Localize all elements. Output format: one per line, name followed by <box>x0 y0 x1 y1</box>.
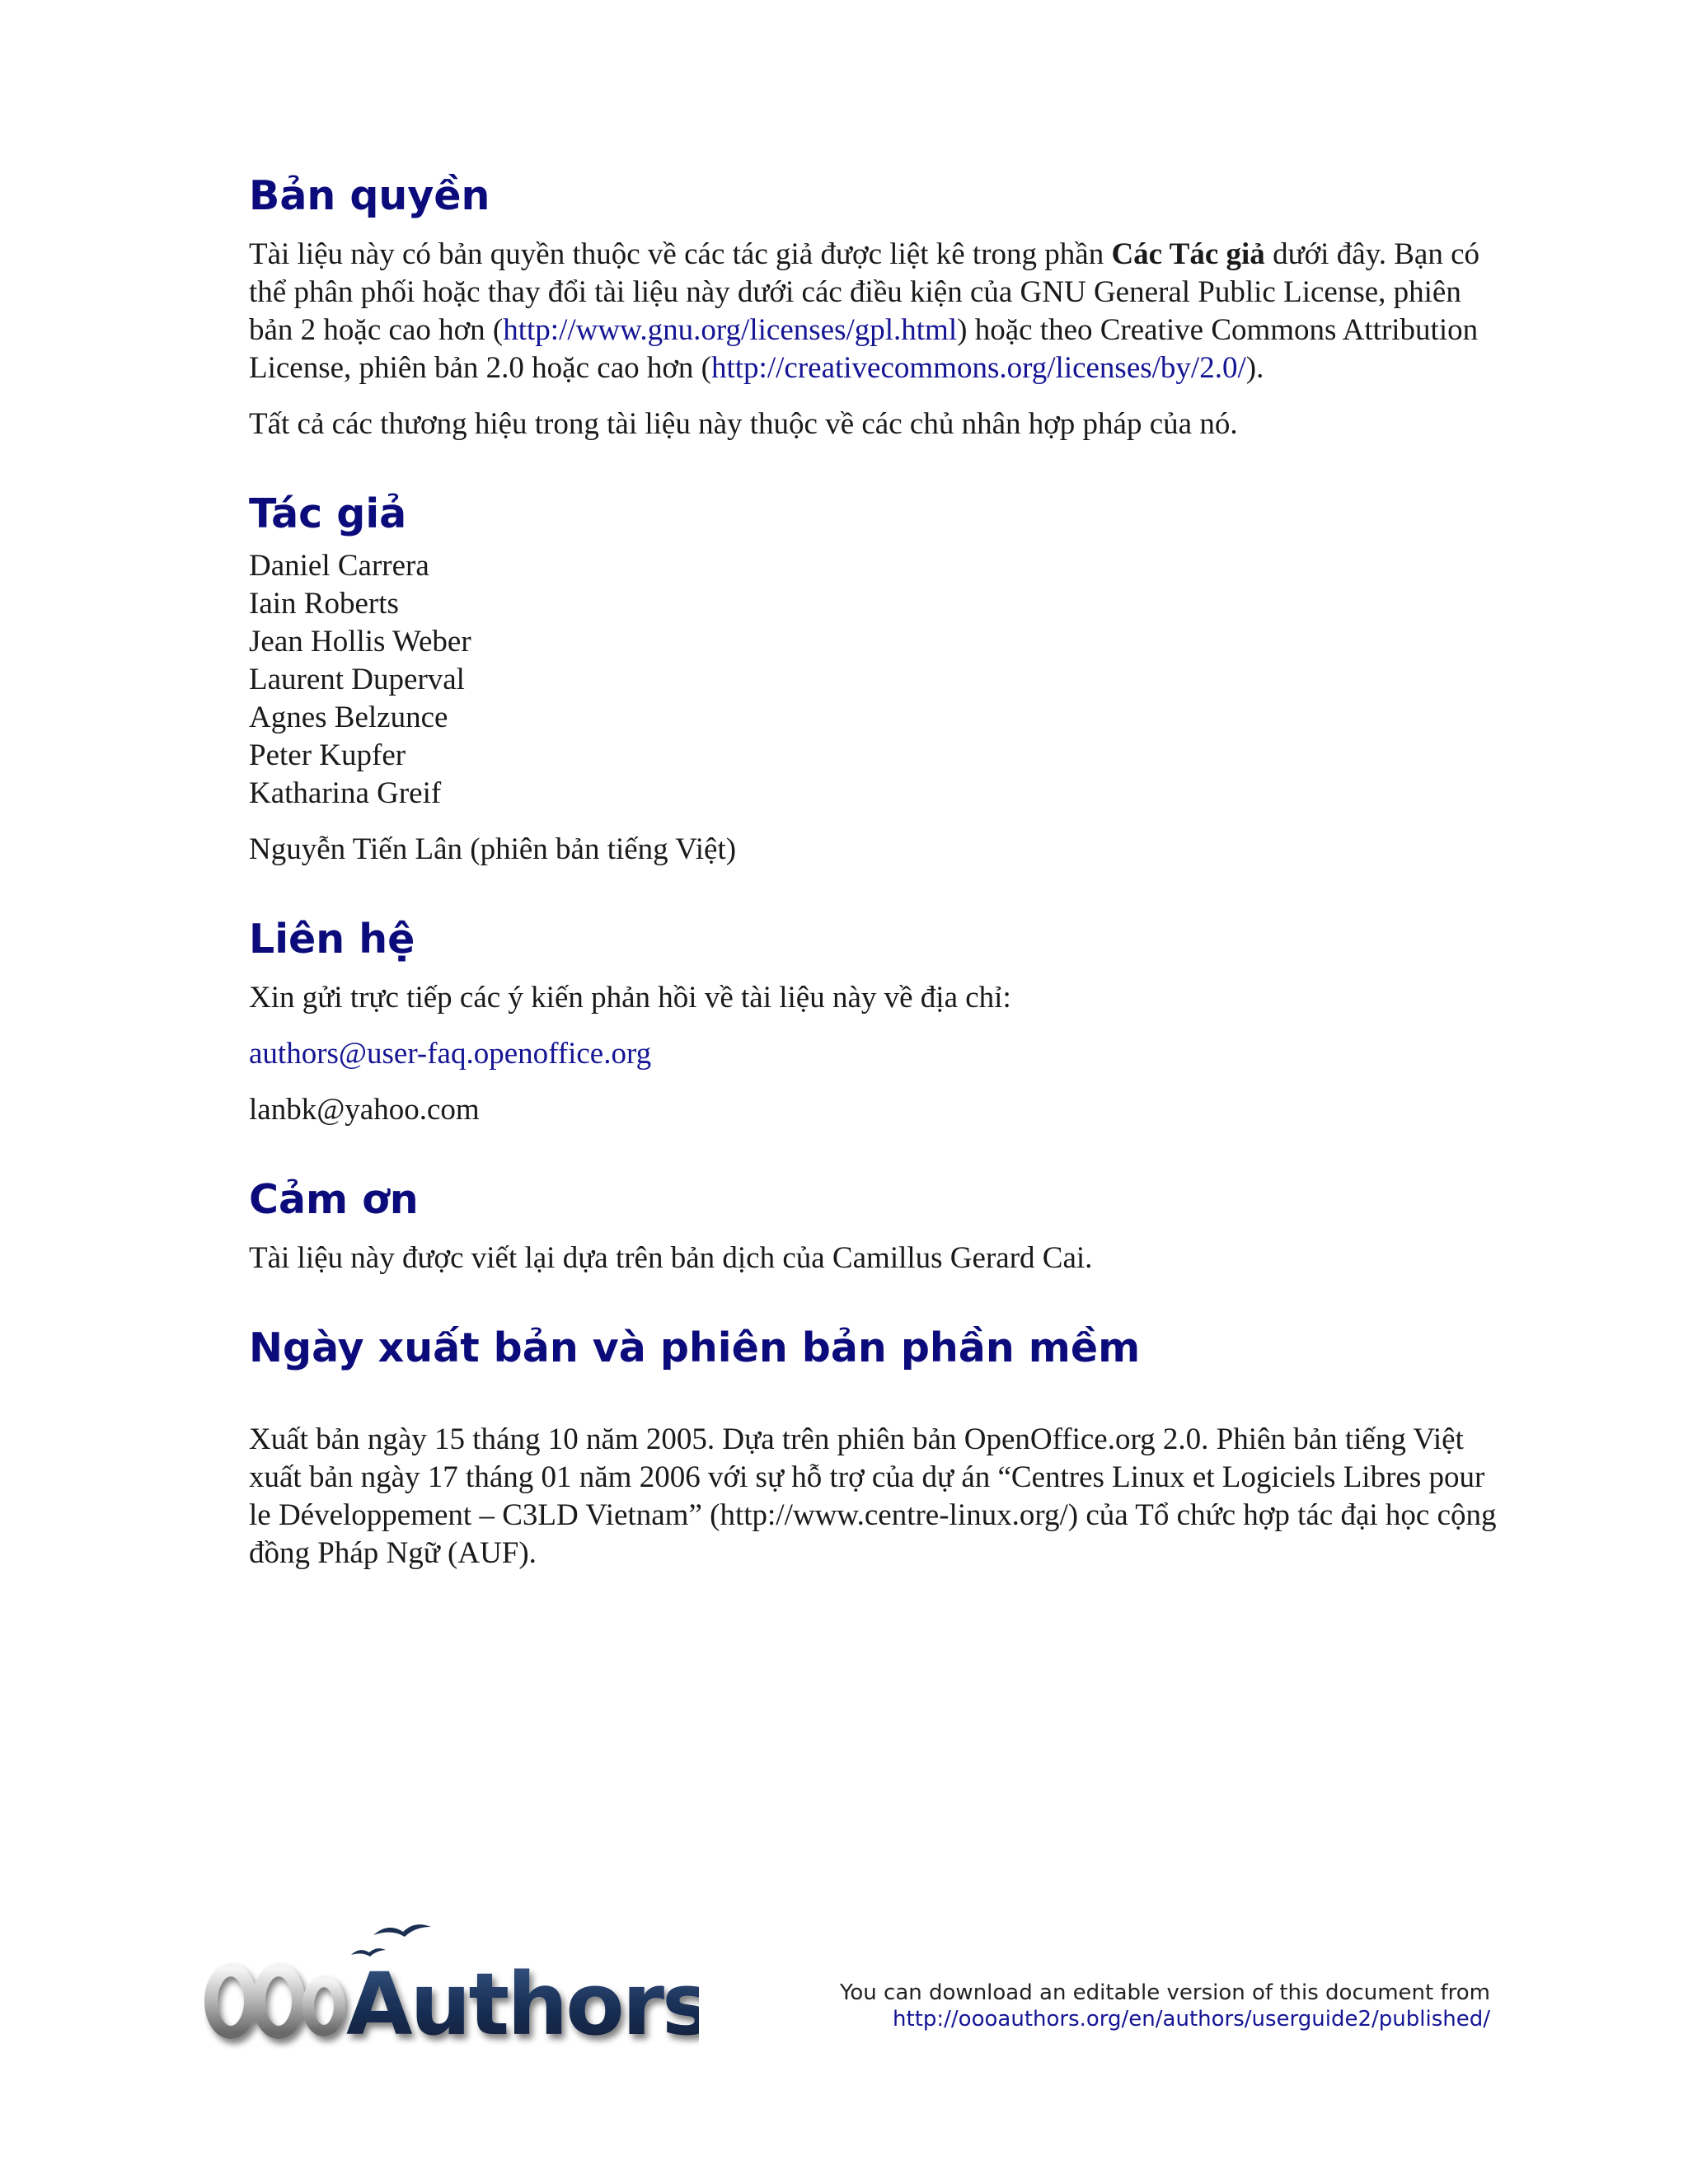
oooauthors-logo <box>204 1912 699 2052</box>
footer-url-link[interactable]: http://oooauthors.org/en/authors/userguide2/published/ <box>893 2007 1490 2032</box>
author-name: Peter Kupfer <box>249 738 406 772</box>
footer-line: You can download an editable version of this document from <box>839 1980 1490 2005</box>
author-name: Daniel Carrera <box>249 549 429 583</box>
authors-reference: Các Tác giả <box>1111 237 1265 271</box>
logo-wordmark: Authors <box>346 1954 699 2052</box>
publication-section <box>249 1322 1502 1572</box>
contact-intro: Xin gửi trực tiếp các ý kiến phản hồi về tài liệu này về địa chỉ: <box>249 981 1011 1015</box>
authors-section <box>249 488 1502 869</box>
author-name: Laurent Duperval <box>249 663 465 696</box>
copyright-text-c: ) hoặc theo Creative Commons Attribution License, phiên bản 2.0 hoặc cao hơn ( <box>249 313 1479 385</box>
copyright-heading: Bản quyền <box>249 172 490 219</box>
copyright-text-d: ). <box>1245 351 1264 385</box>
author-name: Katharina Greif <box>249 776 442 810</box>
thanks-text: Tài liệu này được viết lại dựa trên bản dịch của Camillus Gerard Cai. <box>249 1241 1093 1275</box>
publication-heading: Ngày xuất bản và phiên bản phần mềm <box>249 1324 1141 1371</box>
footer-download-note <box>840 1980 1490 2032</box>
thanks-heading: Cảm ơn <box>249 1176 419 1223</box>
copyright-paragraph <box>249 236 1502 387</box>
oooauthors-logo-image <box>204 1912 699 2052</box>
authors-heading: Tác giả <box>249 490 407 537</box>
gpl-link[interactable]: http://www.gnu.org/licenses/gpl.html <box>503 313 958 347</box>
copyright-text-b: dưới đây. Bạn có thể phân phối hoặc thay đổi tài liệu này dưới các điều kiện của GNU General Public License, phiên bản 2 hoặc cao hơn ( <box>249 237 1480 347</box>
authors-list <box>249 547 1502 813</box>
bird-icon <box>373 1924 431 1937</box>
trademark-paragraph: Tất cả các thương hiệu trong tài liệu này thuộc về các chủ nhân hợp pháp của nó. <box>249 407 1238 441</box>
translator-name: Nguyễn Tiến Lân (phiên bản tiếng Việt) <box>249 832 737 866</box>
contact-email-text: lanbk@yahoo.com <box>249 1093 480 1127</box>
copyright-section <box>249 170 1502 443</box>
author-name: Jean Hollis Weber <box>249 625 471 658</box>
cc-license-link[interactable]: http://creativecommons.org/licenses/by/2.0/ <box>711 351 1246 385</box>
contact-heading: Liên hệ <box>249 916 415 963</box>
thanks-section <box>249 1174 1502 1277</box>
author-name: Iain Roberts <box>249 587 399 621</box>
contact-email-link[interactable]: authors@user-faq.openoffice.org <box>249 1037 652 1071</box>
copyright-text-a: Tài liệu này có bản quyền thuộc về các tác giả được liệt kê trong phần <box>249 237 1112 271</box>
contact-section <box>249 913 1502 1129</box>
document-body <box>249 170 1502 1617</box>
publication-text: Xuất bản ngày 15 tháng 10 năm 2005. Dựa trên phiên bản OpenOffice.org 2.0. Phiên bản tiếng Việt xuất bản ngày 17 tháng 01 năm 2006 với sự hỗ trợ của dự án “Centres Linux et Logiciels Libres pour le Développement – C3LD Vietnam” (http://www.centre-linux.org/) của Tổ chức hợp tác đại học cộng đồng Pháp Ngữ (AUF). <box>249 1422 1497 1570</box>
author-name: Agnes Belzunce <box>249 701 448 734</box>
